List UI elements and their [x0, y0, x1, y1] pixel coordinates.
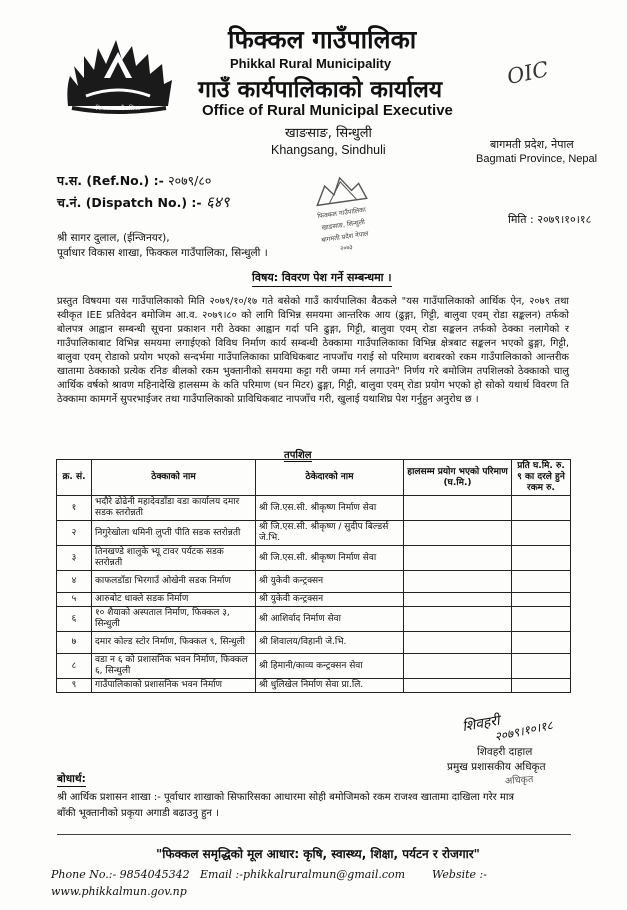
cc-line-2: बाँकी भूक्तानीको प्रकृया अगाडी बढाउनु हुन । [57, 808, 219, 819]
table-row [57, 496, 571, 521]
signatory-name: शिवहरी दाहाल [477, 746, 533, 758]
stamp-text-2: खाङसाङ, सिन्धुली [321, 217, 366, 232]
footer-website-label: Website :- [432, 868, 487, 881]
stamp-text-4: २०७३ [339, 243, 354, 253]
dispatch-number [57, 192, 229, 212]
cell-sn: ५ [57, 593, 92, 607]
cell-work-name: काफलडाँडा भिरगाउँ ओखेनी सडक निर्माण [92, 571, 256, 593]
handwritten-annotation: OIC [504, 56, 551, 90]
signature-stamp: अधिकृत [504, 774, 534, 787]
province-en: Bagmati Province, Nepal [476, 153, 598, 165]
cell-contractor: श्री धुलिखेल निर्माण सेवा प्रा.लि. [256, 679, 404, 693]
office-title-en: Phikkal Rural Municipality [230, 56, 392, 71]
cell-contractor: श्री युकेवी कन्ट्रक्सन [256, 571, 404, 593]
cell-contractor: श्री शिवालय/विहानी जे.भि. [256, 632, 404, 654]
cell-amount [512, 521, 571, 546]
cell-work-name: दमार कोल्ड स्टोर निर्माण, फिक्कल ९, सिन्धुली [92, 632, 256, 654]
cell-sn: ३ [57, 546, 92, 571]
cell-sn: ४ [57, 571, 92, 593]
footer-motto: "फिक्कल समृद्धिको मूल आधार: कृषि, स्वास्थ्य, शिक्षा, पर्यटन र रोजगार" [156, 847, 480, 861]
cell-sn: १ [57, 496, 92, 521]
cell-contractor: श्री जि.एस.सी. श्रीकृष्ण / सुदीप बिल्डर्स जे.भि. [256, 521, 404, 546]
table-row [57, 679, 571, 693]
recipient-name: श्री सागर दुलाल, (ईन्जिनयर), [57, 232, 170, 244]
col-header-sn: क्र. सं. [57, 460, 92, 496]
cell-quantity [404, 593, 512, 607]
cell-quantity [404, 654, 512, 679]
cell-contractor: श्री जि.एस.सी. श्रीकृष्ण निर्माण सेवा [256, 546, 404, 571]
col-header-work: ठेक्काको नाम [92, 460, 256, 496]
signature-date: २०७९।१०।१८ [493, 718, 554, 744]
cell-quantity [404, 571, 512, 593]
reference-number [57, 172, 211, 189]
cell-amount [512, 607, 571, 632]
cell-amount [512, 654, 571, 679]
ref-label: प.स. (Ref.No.) :- [57, 173, 164, 188]
footer-divider [57, 834, 571, 835]
table-row [57, 546, 571, 571]
handwritten-signature: शिवहरी [460, 712, 501, 736]
cell-quantity [404, 607, 512, 632]
footer-email: Email :-phikkalruralmun@gmail.com [200, 868, 406, 881]
table-row [57, 521, 571, 546]
signatory-title: प्रमुख प्रशासकीय अधिकृत [447, 761, 546, 773]
cc-label: बोधार्थ: [57, 773, 86, 785]
contracts-table [56, 459, 571, 693]
table-title: तपशिल [284, 447, 312, 462]
executive-office-en: Office of Rural Municipal Executive [202, 102, 453, 119]
cell-sn: ९ [57, 679, 92, 693]
cell-contractor: श्री हिमानी/काव्य कन्ट्रक्सन सेवा [256, 654, 404, 679]
footer-website: www.phikkalmun.gov.np [51, 885, 187, 898]
cell-work-name: निगुरेखोला धमिनी लुप्ती पीति सडक स्तरोन्नती [92, 521, 256, 546]
office-title-np: फिक्कल गाउँपालिका [228, 25, 417, 54]
table-row [57, 593, 571, 607]
cell-sn: २ [57, 521, 92, 546]
table-header-row [57, 460, 571, 496]
cell-quantity [404, 679, 512, 693]
cell-work-name: आरुबोट धाक्ले सडक निर्माण [92, 593, 256, 607]
stamp-text-3: बागमती प्रदेश नेपाल [320, 229, 369, 245]
cell-quantity [404, 521, 512, 546]
executive-office-np: गाउँ कार्यपालिकाको कार्यालय [198, 77, 443, 103]
letter-body: प्रस्तुत विषयमा यस गाउँपालिकाको मिति २०७९/१०/१७ गते बसेको गाउँ कार्यपालिका बैठकले "यस गाउँपालिकाको आर्थिक ऐन, २०७९ तथा स्वीकृत IEE प्रतिवेदन बमोजिम आ.व. २०७९।८० को लागि विभिन्न समयमा आन्तरिक आय (ढुङ्गा, गिट्टी, बालुवा एवम् रोडा सङ्कलन) तर्फको बोलपत्र आह्वान सम्बन्धी सूचना प्रकाशन गरी ठेक्का आह्वान गर्दा पनि ढुङ्गा, गिट्टी, बालुवा एवम् रोडा सङ्कलन तर्फको ठेक्का नलागेको र गाउँपालिकाबाट विभिन्न समयमा लगाईएको विविध निर्माण कार्य सम्बन्धी ठेक्कामा गाउँपालिकाका विभिन्न क्षेत्रबाट सङ्कलन भएको ढुङ्गा, गिट्टी, बालुवा एवम् रोडाको प्रयोग भएको सन्दर्भमा गाउँपालिकाका प्राविधिकबाट नापजाँच गराई सो परिमाण बराबरको रकम गाउँपालिकाको आन्तरीक खातामा ठेक्काको प्रत्येक रनिङ बीलको रकम भुक्तानीको समयमा कट्टा गरी जम्मा गर्न लगाउने" निर्णय गरे बमोजिम तपशिलको ठेक्काको चालु आर्थिक वर्षको श्रावण महिनादेखि हालसम्म के कति परिमाण (घन मिटर) ढुङ्गा, गिट्टी, बालुवा एवम् रोडा प्रयोग भएको हो सोको यथार्थ विवरण ति ठेक्कामा कामगर्ने सुपरभाईजर तथा गाउँपालिकाको प्राविधिकबाट नापजाँच गरी, खुलाई यथाशिघ्र पेश गर्नुहुन अनुरोध छ । [57, 296, 569, 405]
cell-amount [512, 546, 571, 571]
cell-work-name: १० शैयाको अस्पताल निर्माण, फिक्कल ३, सिन्धुली [92, 607, 256, 632]
cell-sn: ६ [57, 607, 92, 632]
table-row [57, 654, 571, 679]
cell-amount [512, 632, 571, 654]
stamp-text-1: फिक्कल गाउँपालिका [316, 205, 367, 221]
cell-work-name: गाउँपालिकाको प्रशासनिक भवन निर्माण [92, 679, 256, 693]
table-row [57, 632, 571, 654]
cell-work-name: तिनखण्डे शालुके भ्यू टावर पर्यटक सडक स्तरोन्नती [92, 546, 256, 571]
recipient-office: पूर्वाधार विकास शाखा, फिक्कल गाउँपालिका, सिन्धुली । [57, 247, 268, 259]
address-np: खाङसाङ, सिन्धुली [285, 126, 372, 141]
footer-phone: Phone No.:- 9854045342 [51, 868, 190, 881]
cell-quantity [404, 632, 512, 654]
cell-contractor: श्री जि.एस.सी. श्रीकृष्ण निर्माण सेवा [256, 496, 404, 521]
cc-line-1: श्री आर्थिक प्रशासन शाखा :- पूर्वाधार शाखाको सिफारिसका आधारमा सोही बमोजिमको रकम राजश्व खातामा दाखिला गरेर मात्र [57, 792, 515, 803]
col-header-contractor: ठेकेदारको नाम [256, 460, 404, 496]
cell-amount [512, 593, 571, 607]
cell-contractor: श्री आशिर्वाद निर्माण सेवा [256, 607, 404, 632]
province-np: बागमती प्रदेश, नेपाल [490, 138, 574, 151]
dispatch-label: च.नं. (Dispatch No.) :- [57, 195, 202, 210]
cell-quantity [404, 496, 512, 521]
letter-subject: विषय: विवरण पेश गर्ने सम्बन्धमा । [252, 270, 392, 287]
table-row [57, 571, 571, 593]
cell-amount [512, 496, 571, 521]
cell-sn: ७ [57, 632, 92, 654]
table-row [57, 607, 571, 632]
cell-contractor: श्री युकेवी कन्ट्रक्सन [256, 593, 404, 607]
address-en: Khangsang, Sindhuli [271, 143, 386, 157]
office-seal-stamp [297, 168, 387, 264]
municipality-emblem-logo [58, 18, 178, 114]
ref-value: २०७९/८० [168, 173, 212, 188]
col-header-amount: प्रति घ.मि. रु. ९ का दरले हुने रकम रु. [512, 460, 571, 496]
cell-work-name: वडा न ६ को प्रशासनिक भवन निर्माण, फिक्कल ६, सिन्धुली [92, 654, 256, 679]
cell-amount [512, 571, 571, 593]
letter-date: मिति : २०७९।१०।१८ [508, 213, 592, 226]
cell-quantity [404, 546, 512, 571]
col-header-quantity: हालसम्म प्रयोग भएको परिमाण (घ.मि.) [404, 460, 512, 496]
cell-amount [512, 679, 571, 693]
dispatch-value: ६४९ [205, 193, 230, 211]
cell-sn: ८ [57, 654, 92, 679]
cell-work-name: भदौरे ढोढेनी महादेवडाँडा वडा कार्यालय दमार सडक स्तरोन्नती [92, 496, 256, 521]
emblem-text: फिक्कल गाउँपालिका [95, 105, 141, 112]
